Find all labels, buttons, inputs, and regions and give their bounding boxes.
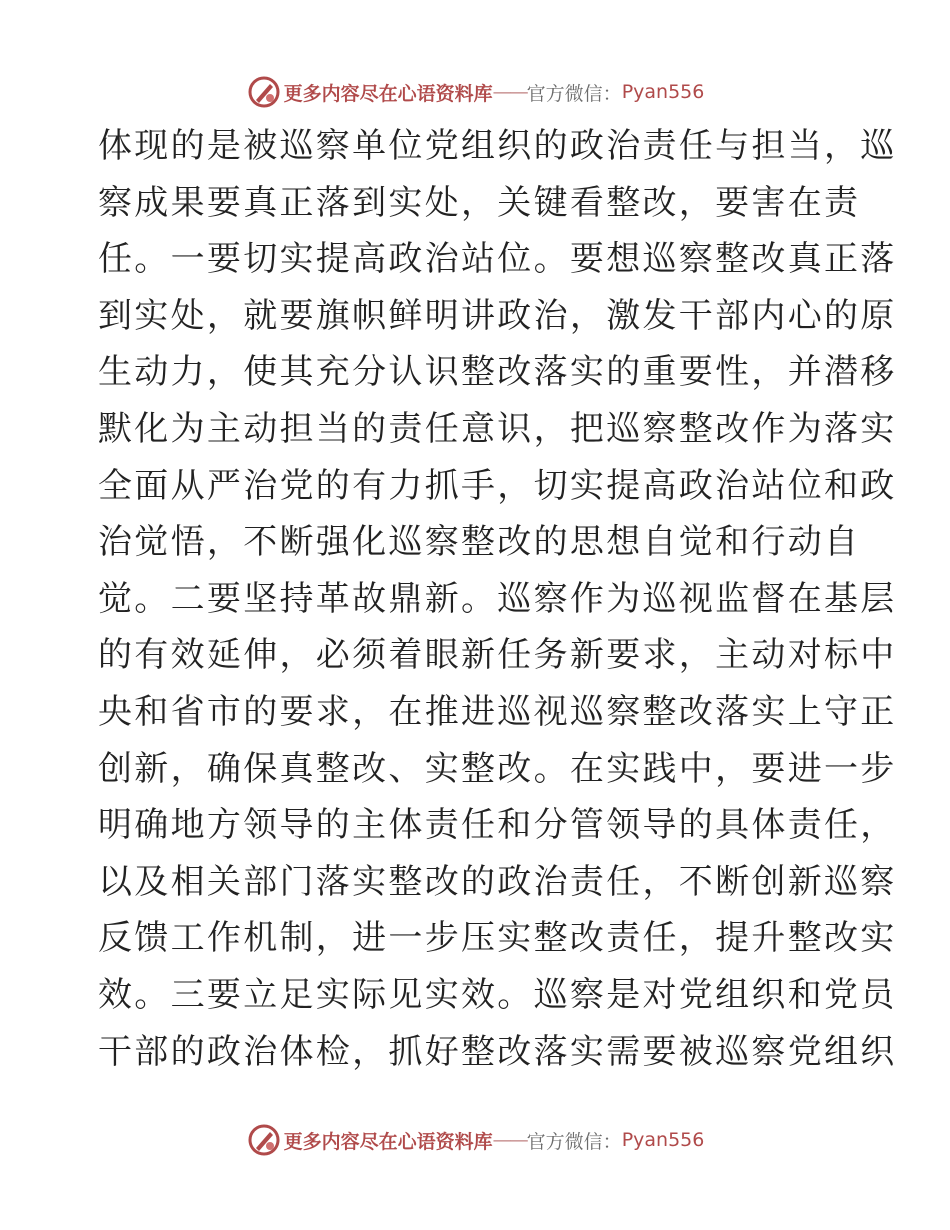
text-line: 觉。二要坚持革故鼎新。巡察作为巡视监督在基层 [98, 578, 897, 619]
watermark-dash: —— [492, 81, 527, 103]
watermark-brand: 更多内容尽在心语资料库 [283, 1130, 493, 1153]
brand-logo-icon [246, 74, 282, 110]
text-line: 的有效延伸，必须着眼新任务新要求，主动对标中 [98, 635, 897, 676]
watermark-contact-id: Pyan556 [621, 81, 705, 103]
watermark-contact-id: Pyan556 [621, 1129, 705, 1151]
text-line: 察成果要真正落到实处，关键看整改，要害在责 [98, 182, 861, 223]
text-line: 创新，确保真整改、实整改。在实践中，要进一步 [98, 748, 897, 789]
watermark-contact-label: 官方微信： [526, 1130, 622, 1153]
header-watermark [0, 72, 950, 112]
text-line: 央和省市的要求，在推进巡视巡察整改落实上守正 [98, 691, 897, 732]
text-line: 效。三要立足实际见实效。巡察是对党组织和党员 [98, 974, 897, 1015]
text-line: 干部的政治体检，抓好整改落实需要被巡察党组织 [98, 1031, 897, 1072]
text-line: 治觉悟，不断强化巡察整改的思想自觉和行动自 [98, 522, 861, 563]
text-line: 明确地方领导的主体责任和分管领导的具体责任， [98, 805, 897, 846]
text-line: 反馈工作机制，进一步压实整改责任，提升整改实 [98, 918, 897, 959]
text-line: 体现的是被巡察单位党组织的政治责任与担当，巡 [98, 126, 897, 166]
text-line: 以及相关部门落实整改的政治责任，不断创新巡察 [98, 861, 897, 902]
footer-watermark [0, 1120, 950, 1160]
text-line: 到实处，就要旗帜鲜明讲政治，激发干部内心的原 [98, 295, 897, 336]
text-line: 默化为主动担当的责任意识，把巡察整改作为落实 [98, 408, 897, 449]
text-line: 全面从严治党的有力抓手，切实提高政治站位和政 [98, 465, 897, 506]
document-body [98, 118, 897, 1080]
text-line: 任。一要切实提高政治站位。要想巡察整改真正落 [98, 239, 897, 280]
watermark-contact-label: 官方微信： [526, 82, 622, 105]
brand-logo-icon [246, 1122, 282, 1158]
watermark-dash: —— [492, 1129, 527, 1151]
text-line: 生动力，使其充分认识整改落实的重要性，并潜移 [98, 352, 897, 393]
watermark-brand: 更多内容尽在心语资料库 [283, 82, 493, 105]
